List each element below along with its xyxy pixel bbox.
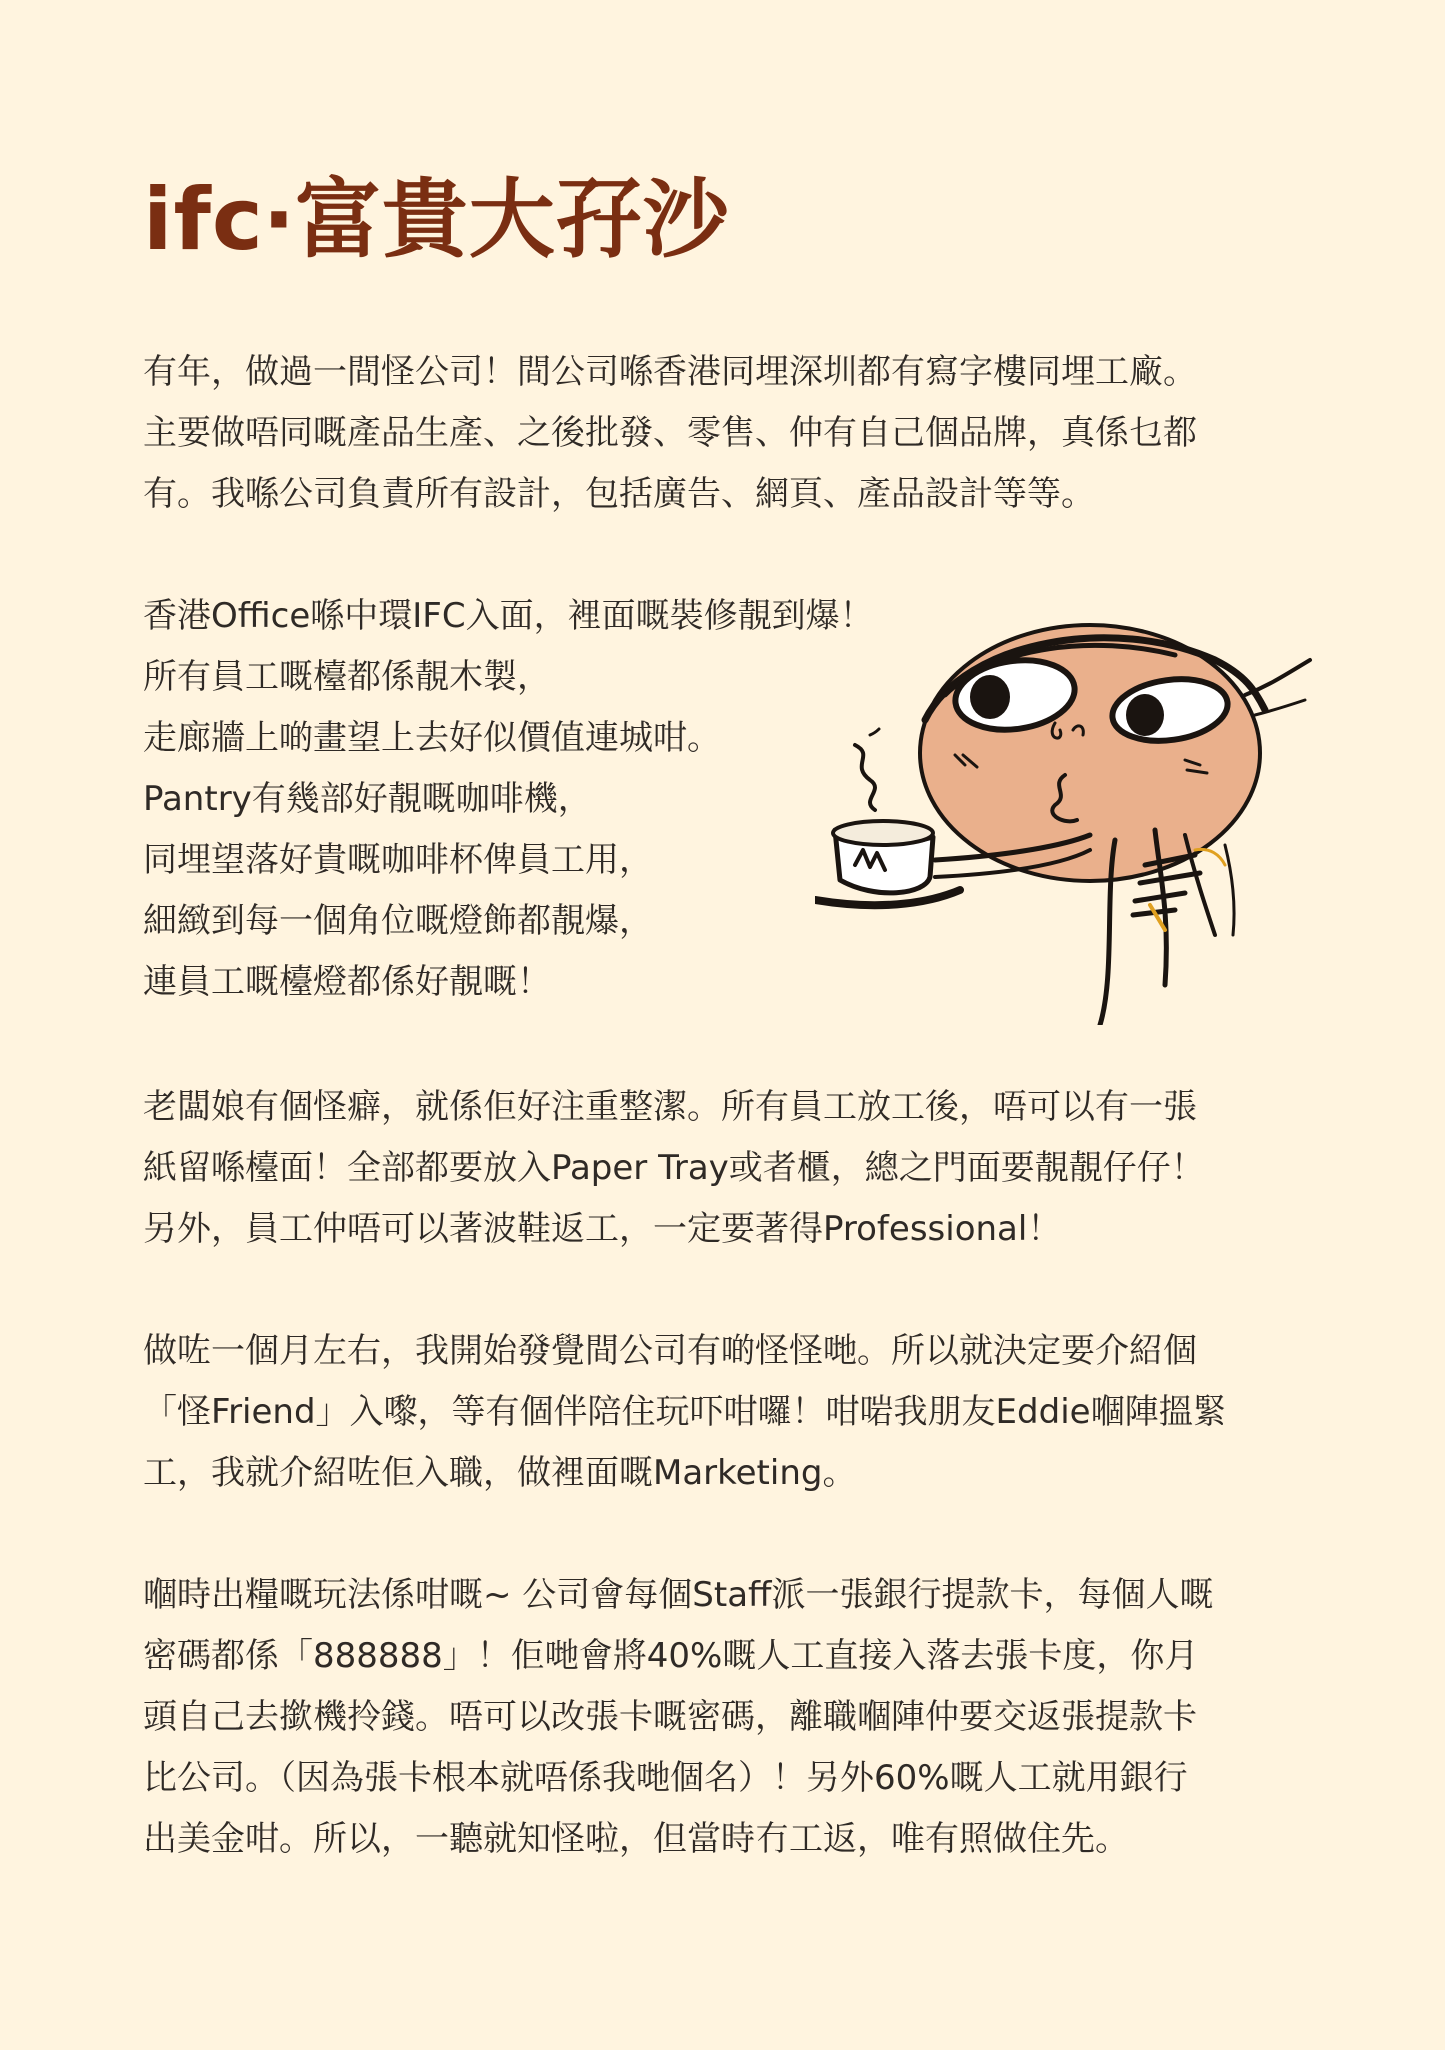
text-line: 密碼都係「888888」！佢哋會將40%嘅人工直接入落去張卡度，你月 [143,1636,1199,1676]
paragraph-boss [143,1077,1303,1260]
head-shape [920,625,1260,881]
text-line: 做咗一個月左右，我開始發覺間公司有啲怪怪哋。所以就決定要介紹個 [143,1331,1197,1371]
text-line: 老闆娘有個怪癖，就係佢好注重整潔。所有員工放工後，唔可以有一張 [143,1087,1197,1127]
page-title: ifc‧富貴大孖沙 [143,170,730,270]
steam [855,745,875,810]
paragraph-intro [143,342,1303,525]
text-line: 工，我就介紹咗佢入職，做裡面嘅Marketing。 [143,1453,857,1493]
text-line: 連員工嘅檯燈都係好靚嘅！ [143,962,551,1002]
text-line: 有年，做過一間怪公司！間公司喺香港同埋深圳都有寫字樓同埋工廠。 [143,352,1197,392]
text-line: 「怪Friend」入嚟，等有個伴陪住玩吓咁囉！咁啱我朋友Eddie嗰陣搵緊 [143,1392,1227,1432]
text-line: Pantry有幾部好靚嘅咖啡機， [143,779,592,819]
text-line: 紙留喺檯面！全部都要放入Paper Tray或者櫃，總之門面要靚靚仔仔！ [143,1148,1205,1188]
text-line: 頭自己去撳機拎錢。唔可以改張卡嘅密碼，離職嗰陣仲要交返張提款卡 [143,1697,1197,1737]
text-line: 比公司。（因為張卡根本就唔係我哋個名）！另外60%嘅人工就用銀行 [143,1758,1188,1798]
text-line: 出美金咁。所以，一聽就知怪啦，但當時冇工返，唯有照做住先。 [143,1819,1129,1859]
text-line: 另外，員工仲唔可以著波鞋返工，一定要著得Professional！ [143,1209,1062,1249]
paragraph-friend [143,1321,1303,1504]
text-line: 香港Office喺中環IFC入面，裡面嘅裝修靚到爆！ [143,596,874,636]
text-line: 細緻到每一個角位嘅燈飾都靚爆， [143,901,653,941]
text-line: 同埋望落好貴嘅咖啡杯俾員工用， [143,840,653,880]
text-line: 走廊牆上啲畫望上去好似價值連城咁。 [143,718,721,758]
text-line: 主要做唔同嘅產品生產、之後批發、零售、仲有自己個品牌，真係乜都 [143,413,1197,453]
text-line: 所有員工嘅檯都係靚木製， [143,657,551,697]
text-line: 有。我喺公司負責所有設計，包括廣告、網頁、產品設計等等。 [143,474,1095,514]
text-line: 嗰時出糧嘅玩法係咁嘅~ 公司會每個Staff派一張銀行提款卡，每個人嘅 [143,1575,1214,1615]
coffee-character-illustration [815,615,1315,1025]
paragraph-salary [143,1565,1303,1870]
